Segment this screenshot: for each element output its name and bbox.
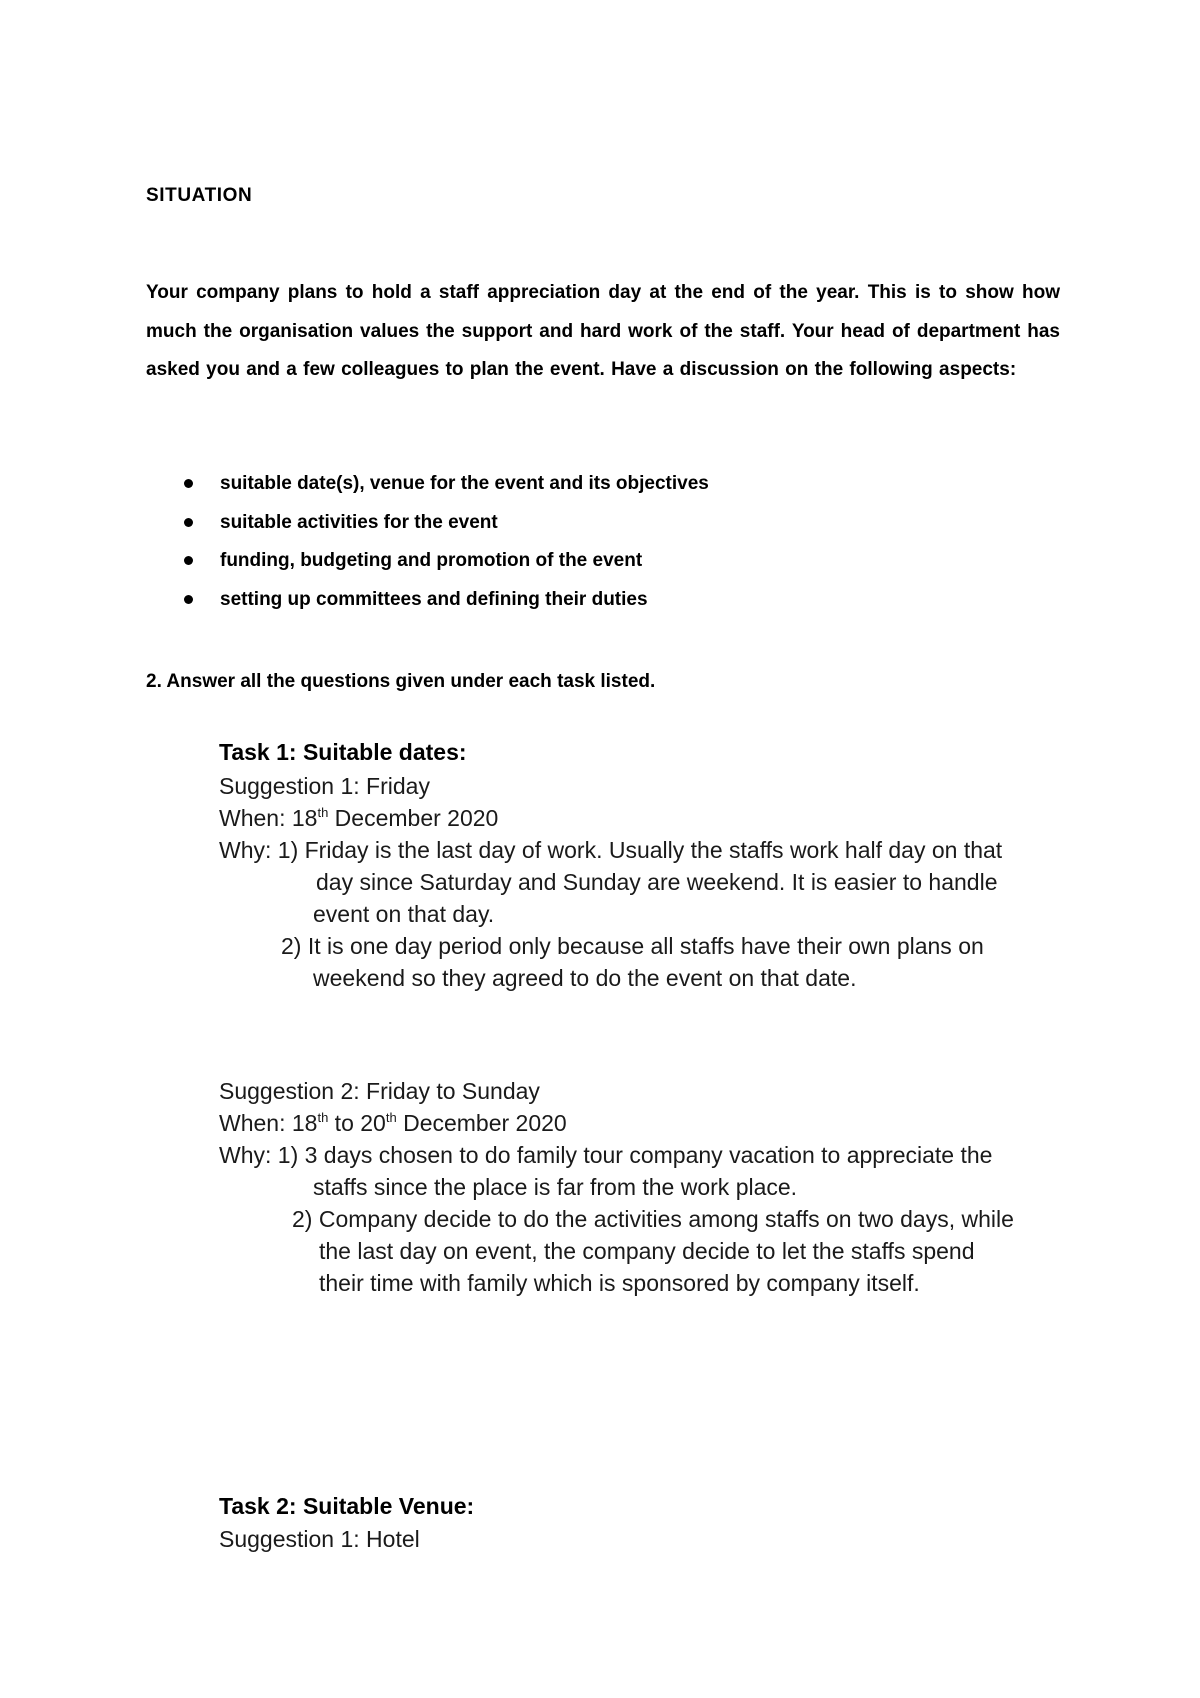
- task1-suggestion1-why-line: Why: 1) Friday is the last day of work. Usually the staffs work half day on that: [219, 837, 1003, 863]
- task1-suggestion1-why-line: weekend so they agreed to do the event on that date.: [313, 965, 857, 991]
- bullet-icon: [184, 595, 193, 604]
- instruction-text: 2. Answer all the questions given under each task listed.: [146, 671, 656, 692]
- task1-suggestion2-why-line: 2) Company decide to do the activities among staffs on two days, while: [292, 1206, 1014, 1232]
- task1-suggestion2-why-line: Why: 1) 3 days chosen to do family tour company vacation to appreciate the: [219, 1142, 993, 1168]
- task1-title: Task 1: Suitable dates:: [219, 739, 467, 765]
- list-item: suitable activities for the event: [182, 504, 1042, 543]
- list-item: setting up committees and defining their duties: [182, 581, 1042, 620]
- aspects-list: [182, 465, 1042, 619]
- task1-suggestion2-when: When: 18th to 20th December 2020: [219, 1110, 567, 1136]
- situation-heading: SITUATION: [146, 185, 253, 206]
- situation-paragraph: Your company plans to hold a staff appreciation day at the end of the year. This is to show how much the organisation values the support and hard work of the staff. Your head of department has asked you and a few colleagues to plan the event. Have a discussion on the following aspects:: [146, 282, 1060, 381]
- task1-suggestion2-why-line: the last day on event, the company decide to let the staffs spend: [319, 1238, 975, 1264]
- task1-suggestion1-why-line: event on that day.: [313, 901, 495, 927]
- task2-suggestion1-label: Suggestion 1: Hotel: [219, 1526, 420, 1552]
- task1-suggestion1-label: Suggestion 1: Friday: [219, 773, 430, 799]
- task2-title: Task 2: Suitable Venue:: [219, 1493, 475, 1519]
- bullet-icon: [184, 556, 193, 565]
- list-item: funding, budgeting and promotion of the event: [182, 542, 1042, 581]
- task1-suggestion1-why-line: 2) It is one day period only because all staffs have their own plans on: [281, 933, 984, 959]
- bullet-icon: [184, 518, 193, 527]
- task1-suggestion2-why-line: their time with family which is sponsored by company itself.: [319, 1270, 920, 1296]
- task1-suggestion2-why-line: staffs since the place is far from the work place.: [313, 1174, 798, 1200]
- bullet-icon: [184, 479, 193, 488]
- task1-suggestion1-when: When: 18th December 2020: [219, 805, 499, 831]
- list-item: suitable date(s), venue for the event and its objectives: [182, 465, 1042, 504]
- task1-suggestion2-label: Suggestion 2: Friday to Sunday: [219, 1078, 540, 1104]
- task1-suggestion1-why-line: day since Saturday and Sunday are weekend. It is easier to handle: [316, 869, 998, 895]
